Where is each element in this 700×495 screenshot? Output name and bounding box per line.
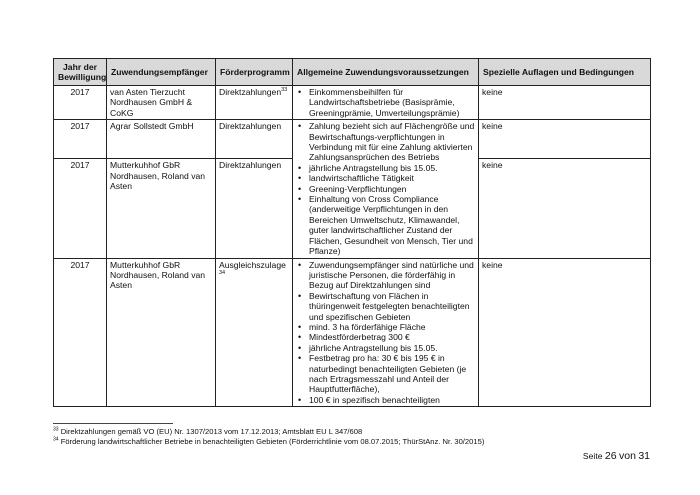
cell-special: keine — [479, 86, 651, 120]
table-header-row — [54, 59, 651, 86]
header-general-conditions: Allgemeine Zuwendungsvoraussetzungen — [293, 59, 479, 86]
header-program: Förderprogramm — [216, 59, 293, 86]
condition-item: • jährliche Antragstellung bis 15.05. — [296, 343, 475, 353]
footnote-ref: 34 — [219, 270, 226, 277]
condition-item: • Greening-Verpflichtungen — [296, 184, 475, 194]
footnote-34: $^{34}$ Förderung landwirtschaftlicher Betriebe in benachteiligten Gebieten (Förderrichtlinie vom 08.07.2015; ThürStAnz. Nr. 30/2015) — [53, 436, 485, 446]
condition-item: • landwirtschaftliche Tätigkeit — [296, 173, 475, 183]
condition-item: • Festbetrag pro ha: 30 € bis 195 € in naturbedingt benachteiligten Gebieten (je nach Ertragsmesszahl und Anteil der Hauptfutterfläche), — [296, 353, 475, 395]
table-row — [54, 86, 651, 120]
cell-conditions — [293, 86, 479, 120]
footnote-separator — [53, 423, 173, 424]
cell-year: 2017 — [54, 258, 107, 407]
condition-item: • Zuwendungsempfänger sind natürliche und juristische Personen, die förderfähig in Bezug auf Direktzahlungen sind — [296, 260, 475, 291]
condition-item: • mind. 3 ha förderfähige Fläche — [296, 322, 475, 332]
cell-recipient: Mutterkuhhof GbR Nordhausen, Roland van Asten — [107, 258, 216, 407]
funding-table — [53, 58, 651, 407]
cell-program — [216, 258, 293, 407]
cell-year: 2017 — [54, 86, 107, 120]
cell-program — [216, 86, 293, 120]
program-label: Ausgleichszulage — [219, 259, 286, 270]
cell-special: keine — [479, 120, 651, 159]
condition-item: • Zahlung bezieht sich auf Flächengröße und Bewirtschaftungs-verpflichtungen in Verbindung mit für eine Zahlung aktivierten Zahlungsansprüchen des Betriebs — [296, 121, 475, 163]
cell-year: 2017 — [54, 159, 107, 258]
footnote-33: $^{33}$ Direktzahlungen gemäß VO (EU) Nr. 1307/2013 vom 17.12.2013; Amtsblatt EU L 347/608 — [53, 426, 363, 436]
cell-program: Direktzahlungen — [216, 120, 293, 159]
header-recipient: Zuwendungsempfänger — [107, 59, 216, 86]
cell-program: Direktzahlungen — [216, 159, 293, 258]
page-number: Seite 26 von 31 — [582, 450, 650, 462]
condition-item: • 100 € in spezifisch benachteiligten — [296, 395, 475, 405]
condition-item: • Bewirtschaftung von Flächen in thüringenweit festgelegten benachteiligten und spezifischen Gebieten — [296, 291, 475, 322]
cell-recipient: van Asten Tierzucht Nordhausen GmbH & CoKG — [107, 86, 216, 120]
header-special-conditions: Spezielle Auflagen und Bedingungen — [479, 59, 651, 86]
cell-recipient: Agrar Sollstedt GmbH — [107, 120, 216, 159]
condition-item: • Einhaltung von Cross Compliance (anderweitige Verpflichtungen in den Bereichen Umweltschutz, Klimawandel, guter landwirtschaftlicher Zustand der Flächen, Gesundheit von Mensch, Tier und Pflanze) — [296, 194, 475, 256]
footnote-ref: 33 — [281, 87, 288, 94]
header-year: Jahr der Bewilligung — [54, 59, 107, 86]
table-row — [54, 120, 651, 159]
cell-special: keine — [479, 159, 651, 258]
cell-recipient: Mutterkuhhof GbR Nordhausen, Roland van Asten — [107, 159, 216, 258]
table-row — [54, 258, 651, 407]
cell-conditions-shared — [293, 120, 479, 258]
condition-item: • jährliche Antragstellung bis 15.05. — [296, 163, 475, 173]
condition-item: • Mindestförderbetrag 300 € — [296, 332, 475, 342]
cell-year: 2017 — [54, 120, 107, 159]
cell-conditions — [293, 258, 479, 407]
cell-special: keine — [479, 258, 651, 407]
condition-item: • Einkommensbeihilfen für Landwirtschaftsbetriebe (Basisprämie, Greeningprämie, Umverteilungsprämie) — [296, 87, 475, 118]
program-label: Direktzahlungen — [219, 87, 282, 97]
